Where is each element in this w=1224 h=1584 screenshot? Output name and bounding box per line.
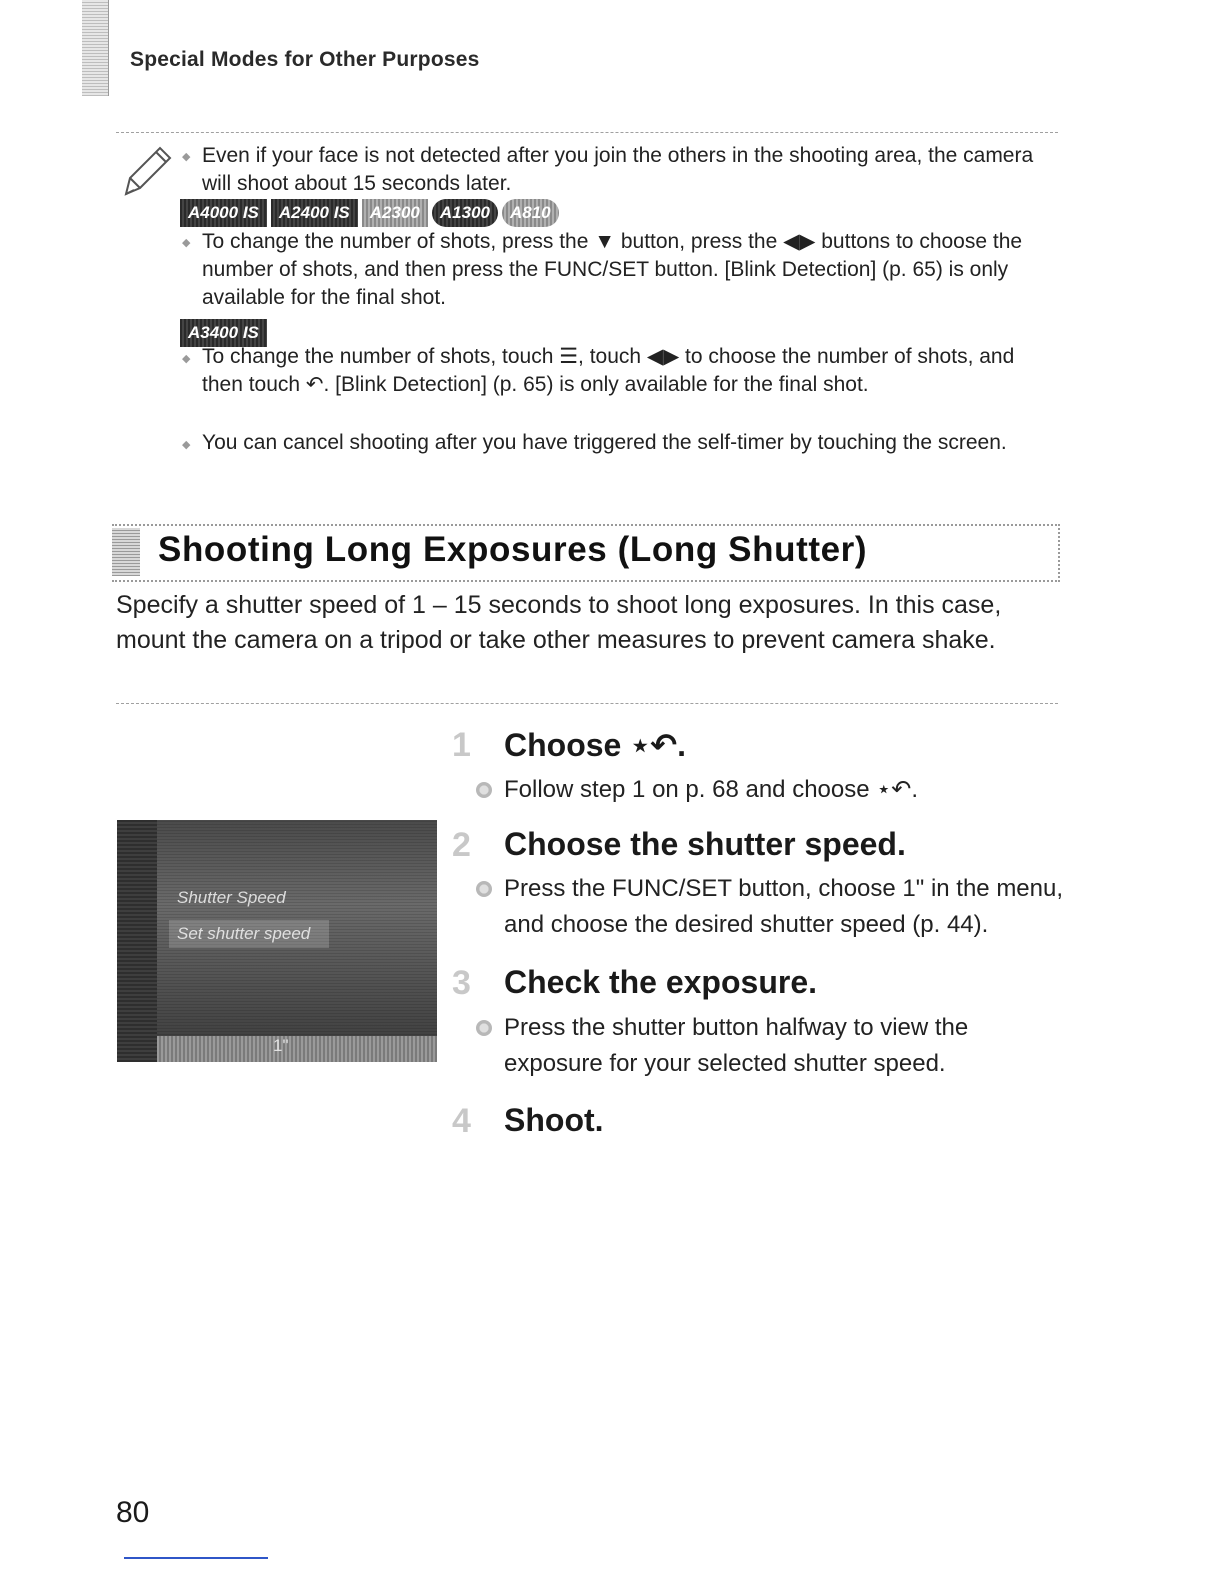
model-badge: A810 — [502, 199, 559, 227]
pencil-note-icon — [120, 140, 176, 200]
model-badge: A2300 — [362, 199, 428, 227]
intro-rule — [116, 703, 1058, 704]
screen-value-bar — [157, 1036, 437, 1062]
step-text: Press the FUNC/SET button, choose 1" in the menu, and choose the desired shutter speed (p. 44). — [504, 875, 1064, 938]
step-bullet-icon — [476, 1020, 492, 1036]
model-badge: A2400 IS — [271, 199, 358, 227]
step-bullet-icon — [476, 782, 492, 798]
note-item-3: To change the number of shots, touch ☰, touch ◀▶ to choose the number of shots, and then touch ↶. [Blink Detection] (p. 65) is only available for the final shot. — [202, 345, 1015, 396]
step-title: Choose ⋆↶. — [504, 727, 686, 763]
step-title: Choose the shutter speed. — [504, 826, 906, 862]
screen-menu-item: Set shutter speed — [177, 924, 311, 943]
step-bullet-icon — [476, 881, 492, 897]
model-badge: A3400 IS — [180, 319, 267, 347]
note-item-1: Even if your face is not detected after you join the others in the shooting area, the camera will shoot about 15 seconds later. — [202, 144, 1034, 195]
step-number: 2 — [452, 826, 471, 864]
step-title: Check the exposure. — [504, 964, 817, 1000]
page-number: 80 — [116, 1496, 150, 1529]
note-bullet: ◆ — [182, 237, 191, 249]
model-badge: A1300 — [432, 199, 498, 227]
step-number: 4 — [452, 1102, 471, 1140]
chapter-thumb-tab — [82, 0, 109, 96]
model-badge: A4000 IS — [180, 199, 267, 227]
step-text: Follow step 1 on p. 68 and choose ⋆↶. — [504, 776, 919, 803]
note-bullet: ◆ — [182, 353, 191, 365]
step-number: 1 — [452, 726, 471, 764]
running-header: Special Modes for Other Purposes — [130, 48, 480, 71]
note-top-rule — [116, 132, 1058, 133]
note-bullet: ◆ — [182, 151, 191, 163]
step-text: Press the shutter button halfway to view the exposure for your selected shutter speed. — [504, 1014, 969, 1077]
note-bullet: ◆ — [182, 439, 191, 451]
note-item-4: You can cancel shooting after you have triggered the self-timer by touching the screen. — [202, 431, 1007, 454]
section-intro: Specify a shutter speed of 1 – 15 seconds to shoot long exposures. In this case, mount the camera on a tripod or take other measures to prevent camera shake. — [116, 591, 1002, 654]
footer-link-rule — [124, 1557, 268, 1559]
model-badges-row — [180, 199, 559, 227]
screen-menu-title: Shutter Speed — [177, 888, 286, 907]
section-heading-marker — [112, 528, 140, 576]
camera-screen-image — [117, 820, 437, 1062]
screen-value: 1" — [273, 1036, 289, 1055]
step-number: 3 — [452, 964, 471, 1002]
screen-icon-column — [117, 820, 157, 1062]
note-item-2: To change the number of shots, press the ▼ button, press the ◀▶ buttons to choose the number of shots, and then press the FUNC/SET button. [Blink Detection] (p. 65) is only available for the final shot. — [202, 230, 1023, 309]
step-title: Shoot. — [504, 1102, 604, 1138]
section-title: Shooting Long Exposures (Long Shutter) — [158, 530, 868, 569]
